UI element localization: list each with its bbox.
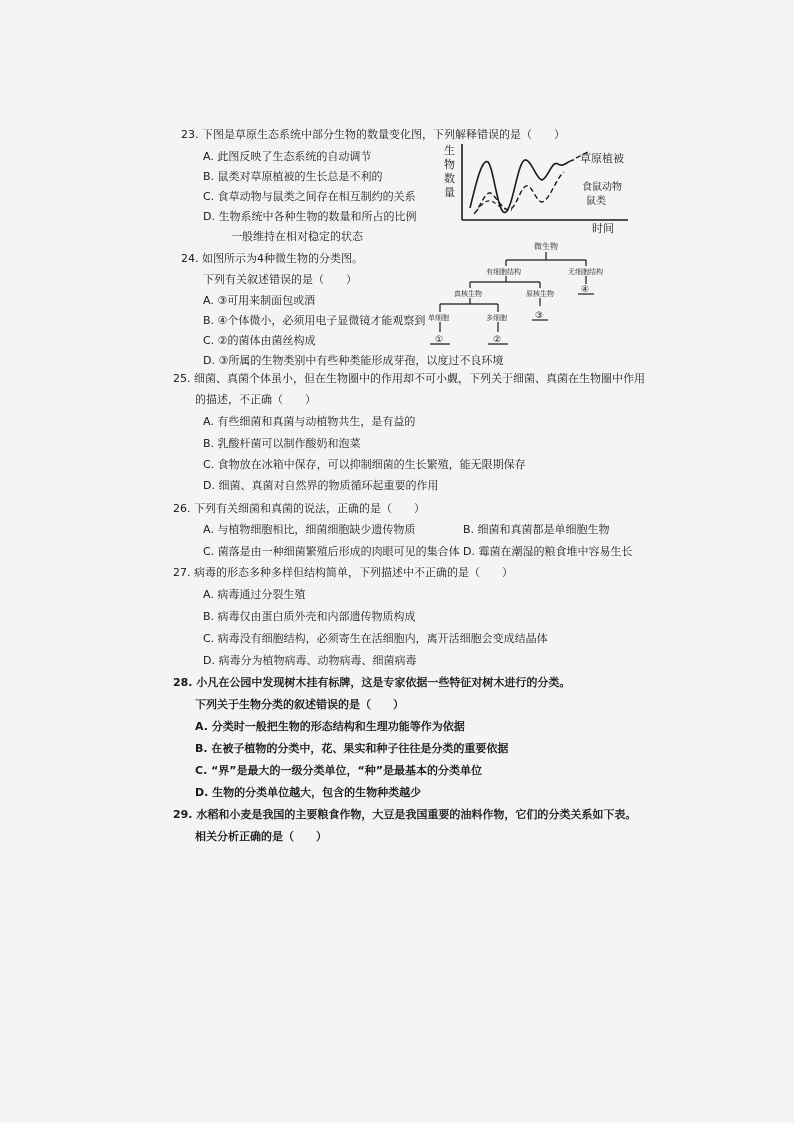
series-label-predator: 食鼠动物: [582, 182, 622, 193]
tree-multicellular: 多细胞: [486, 314, 507, 322]
q24-option-b: B. ④个体微小，必须用电子显微镜才能观察到: [203, 314, 426, 327]
q26-option-d: D. 霉菌在潮湿的粮食堆中容易生长: [463, 545, 633, 558]
q24-option-d: D. ③所属的生物类别中有些种类能形成芽孢，以度过不良环境: [203, 354, 504, 367]
q23-option-b: B. 鼠类对草原植被的生长总是不利的: [203, 170, 383, 183]
q28-stem: 28. 小凡在公园中发现树木挂有标牌，这是专家依据一些特征对树木进行的分类。: [173, 676, 571, 689]
tree-node-2: ②: [493, 335, 502, 345]
q25-stem: 25. 细菌、真菌个体虽小，但在生物圈中的作用却不可小觑，下列关于细菌、真菌在生物圈中作用: [173, 372, 645, 385]
q25-option-c: C. 食物放在冰箱中保存，可以抑制细菌的生长繁殖，能无限期保存: [203, 458, 526, 471]
q25-option-b: B. 乳酸杆菌可以制作酸奶和泡菜: [203, 437, 361, 450]
tree-node-1: ①: [435, 335, 444, 345]
tree-no-cell: 无细胞结构: [568, 268, 603, 276]
series-label-rodent: 鼠类: [586, 196, 606, 207]
q25-option-a: A. 有些细菌和真菌与动植物共生，是有益的: [203, 415, 416, 428]
q23-option-d: D. 生物系统中各种生物的数量和所占的比例: [203, 210, 417, 223]
tree-has-cell: 有细胞结构: [486, 268, 521, 276]
q27-option-b: B. 病毒仅由蛋白质外壳和内部遗传物质构成: [203, 610, 416, 623]
q23-option-c: C. 食草动物与鼠类之间存在相互制约的关系: [203, 190, 416, 203]
microbe-classification-tree: [422, 238, 622, 350]
graph-ylabel-2: 物: [444, 158, 455, 171]
q28-stem-line2: 下列关于生物分类的叙述错误的是（ ）: [195, 698, 404, 711]
series-label-grassland: 草原植被: [580, 152, 624, 165]
q27-option-c: C. 病毒没有细胞结构，必须寄生在活细胞内，离开活细胞会变成结晶体: [203, 632, 548, 645]
tree-node-4: ④: [581, 285, 590, 295]
q24-stem-line2: 下列有关叙述错误的是（ ）: [203, 273, 357, 286]
q26-option-b: B. 细菌和真菌都是单细胞生物: [463, 523, 610, 536]
q29-stem: 29. 水稻和小麦是我国的主要粮食作物，大豆是我国重要的油料作物，它们的分类关系如下表。: [173, 808, 637, 821]
tree-prokaryote: 原核生物: [526, 290, 554, 298]
q28-option-b: B. 在被子植物的分类中，花、果实和种子往往是分类的重要依据: [195, 742, 509, 755]
q23-option-a: A. 此图反映了生态系统的自动调节: [203, 150, 372, 163]
q29-stem-line2: 相关分析正确的是（ ）: [195, 830, 327, 843]
population-graph: [440, 138, 640, 238]
graph-xlabel: 时间: [592, 222, 614, 235]
q25-option-d: D. 细菌、真菌对自然界的物质循环起重要的作用: [203, 479, 439, 492]
q24-stem: 24. 如图所示为4种微生物的分类图。: [181, 252, 363, 265]
q28-option-a: A. 分类时一般把生物的形态结构和生理功能等作为依据: [195, 720, 465, 733]
graph-ylabel-4: 量: [444, 186, 455, 199]
tree-eukaryote: 真核生物: [454, 290, 482, 298]
tree-unicellular: 单细胞: [428, 314, 449, 322]
q27-option-a: A. 病毒通过分裂生殖: [203, 588, 306, 601]
curve-predator: [474, 172, 564, 214]
q23-stem: 23. 下图是草原生态系统中部分生物的数量变化图，下列解释错误的是（ ）: [181, 128, 565, 141]
q27-option-d: D. 病毒分为植物病毒、动物病毒、细菌病毒: [203, 654, 417, 667]
q23-option-d-cont: 一般维持在相对稳定的状态: [220, 230, 363, 243]
tree-node-3: ③: [535, 311, 544, 321]
q25-stem-line2: 的描述，不正确（ ）: [195, 393, 316, 406]
q26-stem: 26. 下列有关细菌和真菌的说法，正确的是（ ）: [173, 502, 425, 515]
q24-option-a: A. ③可用来制面包或酒: [203, 294, 316, 307]
q24-option-c: C. ②的菌体由菌丝构成: [203, 334, 316, 347]
tree-root: 微生物: [534, 242, 558, 251]
q27-stem: 27. 病毒的形态多种多样但结构简单，下列描述中不正确的是（ ）: [173, 566, 513, 579]
curve-grassland: [470, 160, 574, 213]
q28-option-d: D. 生物的分类单位越大，包含的生物种类越少: [195, 786, 422, 799]
graph-ylabel-1: 生: [444, 144, 455, 157]
q28-option-c: C. “界”是最大的一级分类单位，“种”是最基本的分类单位: [195, 764, 482, 777]
q26-option-c: C. 菌落是由一种细菌繁殖后形成的肉眼可见的集合体: [203, 545, 460, 558]
graph-ylabel-3: 数: [444, 172, 455, 185]
q26-option-a: A. 与植物细胞相比，细菌细胞缺少遗传物质: [203, 523, 416, 536]
